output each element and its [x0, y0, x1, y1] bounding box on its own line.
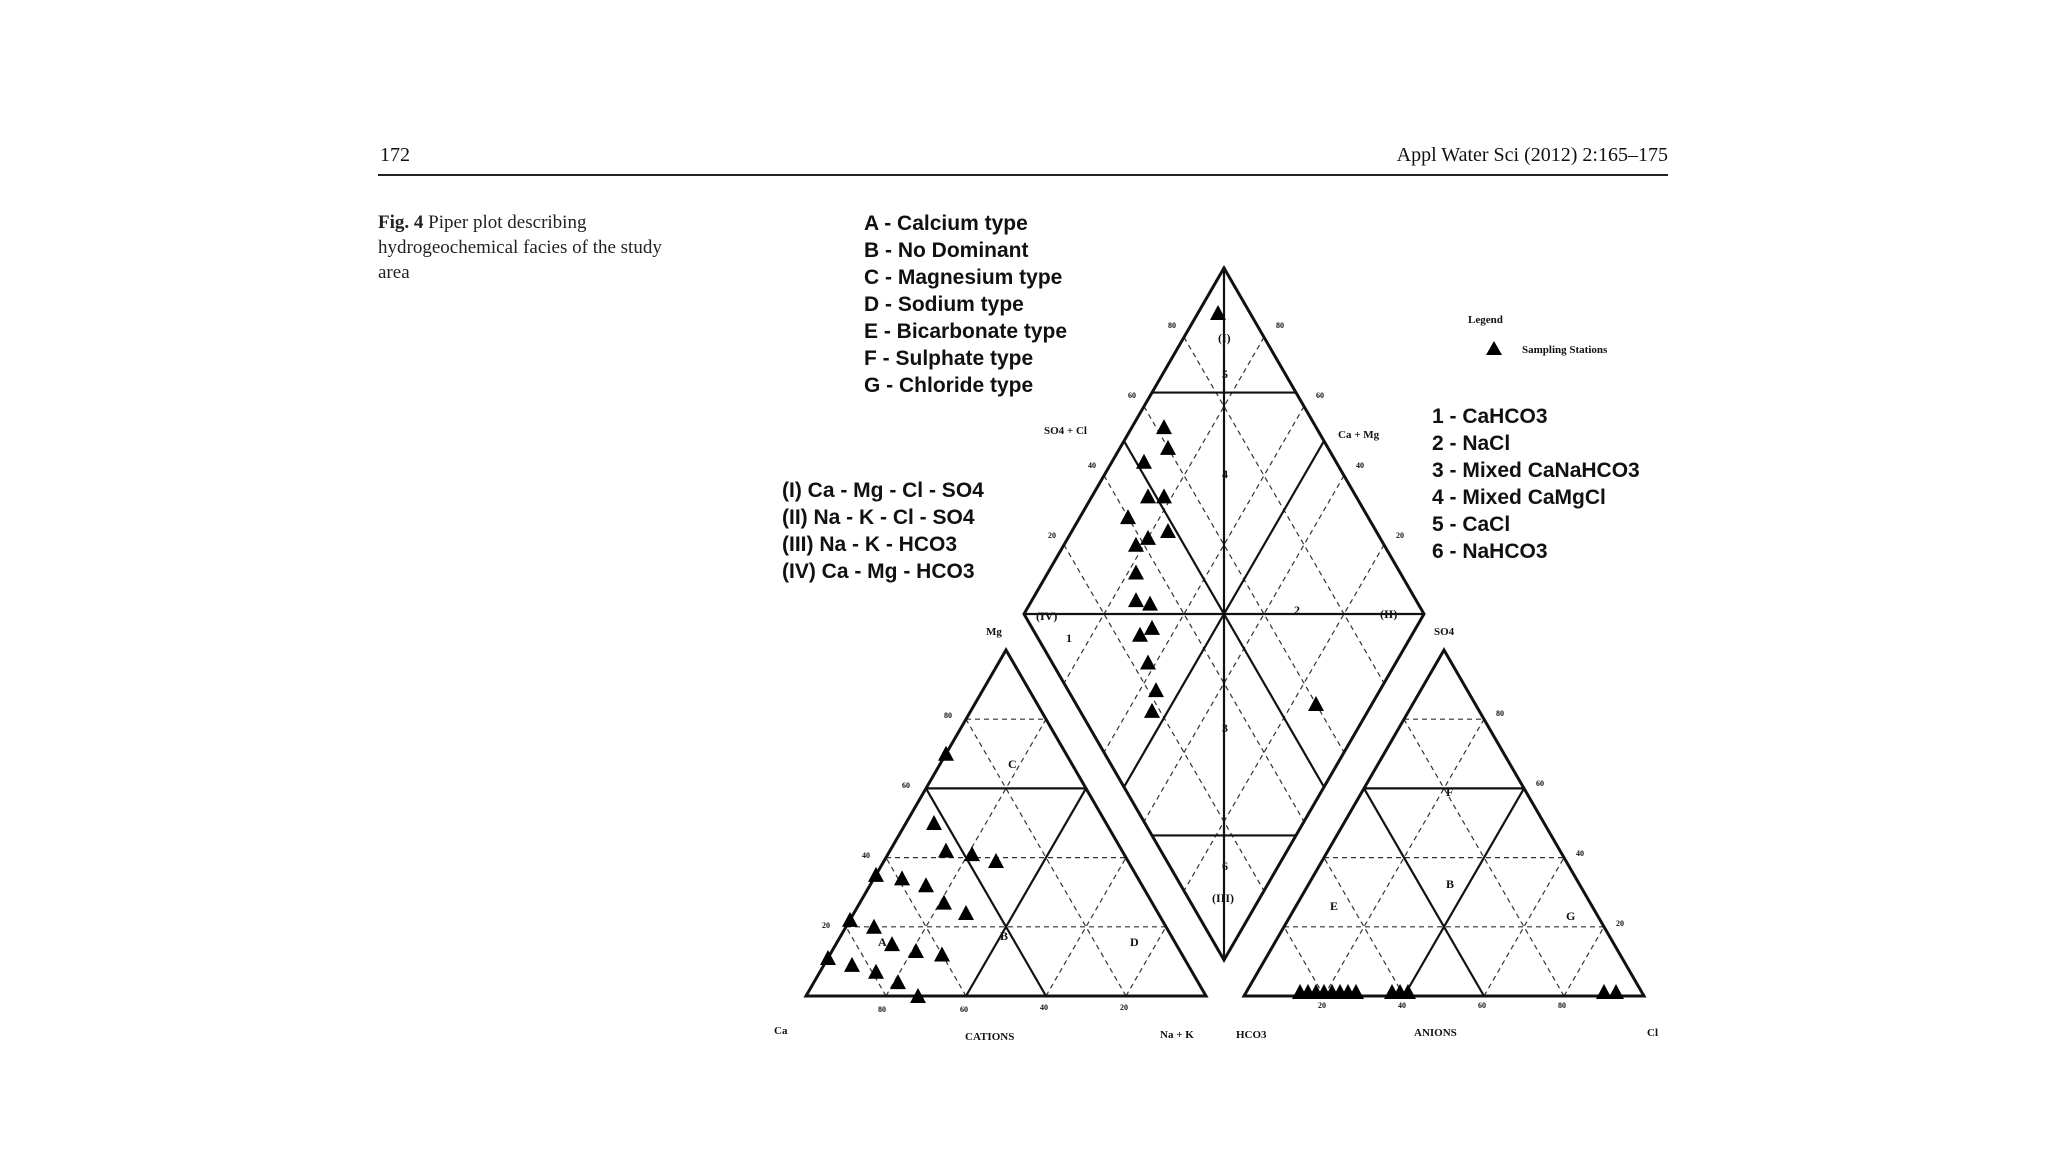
- zone-label-b-cation: B: [1000, 929, 1009, 943]
- tick-label: 80: [944, 711, 952, 720]
- zone-label-6: 6: [1222, 859, 1228, 873]
- sampling-marker: [964, 846, 980, 861]
- facies-item: A - Calcium type: [864, 212, 1028, 235]
- facies-item: F - Sulphate type: [864, 347, 1034, 370]
- grid-line: [1564, 927, 1604, 996]
- sampling-marker: [1120, 509, 1136, 524]
- roman-item: (II) Na - K - Cl - SO4: [782, 506, 975, 529]
- sampling-marker: [1144, 703, 1160, 718]
- sampling-marker: [1156, 419, 1172, 434]
- sampling-marker: [820, 950, 836, 965]
- zone-label-f: F: [1446, 785, 1454, 799]
- zone-label-2: 2: [1294, 603, 1300, 617]
- tick-label: 60: [902, 781, 910, 790]
- tick-label: 60: [1128, 391, 1136, 400]
- water-type-item: 4 - Mixed CaMgCl: [1432, 486, 1606, 509]
- axis-label-mg: Mg: [986, 626, 1002, 638]
- tick-label: 40: [1356, 461, 1364, 470]
- axis-label-na-k: Na + K: [1160, 1029, 1194, 1041]
- zone-line: [926, 788, 1046, 996]
- tick-labels-anion-right: [1496, 709, 1624, 928]
- sampling-marker: [988, 853, 1004, 868]
- zone-label-3: 3: [1222, 721, 1228, 735]
- tick-label: 60: [1478, 1001, 1486, 1010]
- axis-label-hco3: HCO3: [1236, 1029, 1267, 1041]
- zone-label-d: D: [1130, 935, 1139, 949]
- sampling-marker: [894, 870, 910, 885]
- zone-line: [966, 788, 1086, 996]
- axis-label-cations: CATIONS: [965, 1031, 1015, 1043]
- tick-label: 60: [1536, 779, 1544, 788]
- water-type-item: 2 - NaCl: [1432, 432, 1511, 455]
- figure-label: Fig. 4: [378, 212, 424, 233]
- sampling-marker: [1308, 696, 1324, 711]
- facies-legend: [864, 212, 1067, 397]
- page-number: 172: [380, 144, 410, 166]
- water-type-item: 5 - CaCl: [1432, 513, 1511, 536]
- sampling-marker: [842, 912, 858, 927]
- sampling-marker: [936, 895, 952, 910]
- axis-label-so4: SO4: [1434, 626, 1455, 638]
- sampling-marker: [1136, 454, 1152, 469]
- zone-label-ii: (II): [1380, 607, 1398, 621]
- marker-legend: [1468, 314, 1608, 356]
- zone-label-c: C: [1008, 757, 1017, 771]
- tick-label: 60: [1316, 391, 1324, 400]
- sampling-marker: [844, 957, 860, 972]
- water-type-item: 1 - CaHCO3: [1432, 405, 1548, 428]
- tick-label: 40: [1088, 461, 1096, 470]
- sampling-marker: [1608, 984, 1624, 999]
- sampling-marker: [1144, 620, 1160, 635]
- sampling-marker: [1142, 596, 1158, 611]
- water-types-legend: [1432, 405, 1640, 563]
- axis-label-cl: Cl: [1647, 1027, 1658, 1039]
- roman-types-legend: [782, 479, 984, 583]
- tick-label: 40: [1398, 1001, 1406, 1010]
- zone-label-4: 4: [1222, 467, 1228, 481]
- sampling-marker: [868, 964, 884, 979]
- journal-citation: Appl Water Sci (2012) 2:165–175: [1396, 144, 1668, 166]
- tick-label: 20: [1616, 919, 1624, 928]
- tick-label: 20: [1048, 531, 1056, 540]
- zone-label-g: G: [1566, 909, 1576, 923]
- tick-label: 80: [1496, 709, 1504, 718]
- zone-line: [1404, 788, 1524, 996]
- axis-label-anions: ANIONS: [1414, 1027, 1457, 1039]
- sampling-marker: [1128, 592, 1144, 607]
- axis-label-so4-cl: SO4 + Cl: [1044, 425, 1087, 437]
- tick-label: 20: [1396, 531, 1404, 540]
- sampling-marker: [1128, 564, 1144, 579]
- sampling-marker: [938, 843, 954, 858]
- axis-label-ca-mg: Ca + Mg: [1338, 429, 1380, 441]
- water-type-item: 6 - NaHCO3: [1432, 540, 1548, 563]
- zone-label-b-anion: B: [1446, 877, 1455, 891]
- tick-label: 40: [1040, 1003, 1048, 1012]
- tick-labels-cation-bottom: [878, 1003, 1128, 1014]
- axis-label-ca: Ca: [774, 1025, 788, 1037]
- grid-line: [1284, 927, 1324, 996]
- facies-item: D - Sodium type: [864, 293, 1024, 316]
- roman-item: (I) Ca - Mg - Cl - SO4: [782, 479, 984, 502]
- sampling-marker: [934, 946, 950, 961]
- sampling-marker: [938, 746, 954, 761]
- tick-label: 20: [1318, 1001, 1326, 1010]
- zone-label-e: E: [1330, 899, 1339, 913]
- tick-label: 20: [822, 921, 830, 930]
- sampling-marker: [918, 877, 934, 892]
- zone-line: [1364, 788, 1484, 996]
- tick-label: 60: [960, 1005, 968, 1014]
- tick-label: 20: [1120, 1003, 1128, 1012]
- roman-item: (IV) Ca - Mg - HCO3: [782, 560, 975, 583]
- zone-label-5: 5: [1222, 367, 1228, 381]
- sampling-marker: [958, 905, 974, 920]
- legend-sampling-label: Sampling Stations: [1522, 344, 1608, 356]
- legend-title: Legend: [1468, 314, 1503, 326]
- sampling-marker: [1140, 530, 1156, 545]
- zone-label-iii: (III): [1212, 891, 1235, 905]
- sampling-marker: [1148, 682, 1164, 697]
- zone-label-iv: (IV): [1036, 609, 1058, 623]
- tick-label: 40: [862, 851, 870, 860]
- facies-item: C - Magnesium type: [864, 266, 1063, 289]
- tick-label: 80: [1558, 1001, 1566, 1010]
- facies-item: G - Chloride type: [864, 374, 1034, 397]
- tick-label: 80: [878, 1005, 886, 1014]
- tick-label: 80: [1276, 321, 1284, 330]
- sampling-marker: [1140, 654, 1156, 669]
- roman-item: (III) Na - K - HCO3: [782, 533, 958, 556]
- tick-label: 40: [1576, 849, 1584, 858]
- sampling-marker: [908, 943, 924, 958]
- zone-label-a: A: [878, 935, 887, 949]
- water-type-item: 3 - Mixed CaNaHCO3: [1432, 459, 1640, 482]
- zone-label-i: (I): [1218, 331, 1231, 345]
- sampling-marker: [1156, 488, 1172, 503]
- figure-caption-text: Piper plot describing hydrogeochemical facies of the study area: [378, 212, 662, 283]
- sampling-marker: [890, 974, 906, 989]
- sampling-marker: [1160, 440, 1176, 455]
- zone-label-1: 1: [1066, 631, 1072, 645]
- facies-item: E - Bicarbonate type: [864, 320, 1068, 343]
- legend-marker-icon: [1486, 341, 1502, 355]
- facies-item: B - No Dominant: [864, 239, 1029, 262]
- sampling-marker: [868, 867, 884, 882]
- tick-labels-anion-bottom: [1318, 1001, 1566, 1010]
- sampling-marker: [926, 815, 942, 830]
- tick-label: 80: [1168, 321, 1176, 330]
